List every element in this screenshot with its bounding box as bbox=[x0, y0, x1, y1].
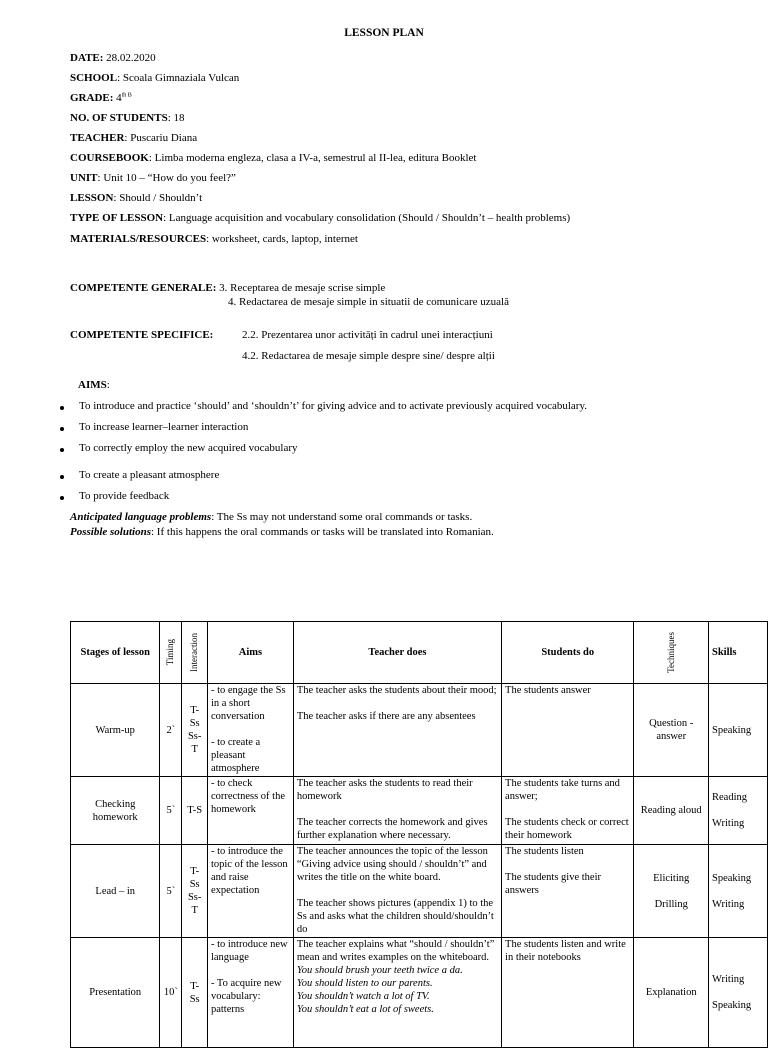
competente-generale-item: 3. Receptarea de mesaje scrise simple bbox=[219, 282, 386, 294]
table-row bbox=[71, 845, 768, 938]
cell-timing-line: 2` bbox=[166, 724, 176, 736]
header-label: MATERIALS/RESOURCES bbox=[70, 233, 207, 245]
cell-stage-line: Lead – in bbox=[95, 885, 136, 897]
header-techniques: Techniques bbox=[634, 622, 709, 684]
cell-teacher-line: The teacher asks the students about their mood; bbox=[296, 685, 497, 696]
teacher-example: You shouldn’t watch a lot of TV. bbox=[296, 991, 430, 1002]
cell-skills-line: Reading bbox=[712, 792, 747, 803]
teacher-example: You should brush your teeth twice a da. bbox=[296, 965, 463, 976]
cell-students-line: The students take turns and answer; bbox=[505, 778, 620, 802]
cell-skills bbox=[709, 684, 768, 777]
cell-skills-line: Speaking bbox=[712, 1000, 752, 1011]
bullet-icon bbox=[60, 427, 64, 431]
header-line bbox=[70, 172, 236, 184]
header-value: : Limba moderna engleza, clasa a IV-a, semestrul al II-lea, editura Booklet bbox=[148, 152, 477, 164]
cell-techniques-line: Explanation bbox=[645, 987, 697, 998]
cell-stage bbox=[71, 938, 160, 1048]
header-line bbox=[70, 52, 156, 64]
cell-timing bbox=[160, 684, 182, 777]
header-students: Students do bbox=[502, 622, 634, 684]
table-row bbox=[71, 777, 768, 845]
bullet-icon bbox=[60, 475, 64, 479]
cell-timing bbox=[160, 845, 182, 938]
cell-skills-line: Writing bbox=[712, 898, 745, 910]
header-line bbox=[70, 233, 358, 245]
cell-techniques-line: Drilling bbox=[654, 898, 688, 910]
cell-students-line: The students listen bbox=[505, 846, 584, 857]
cell-students-line: The students answer bbox=[505, 685, 591, 696]
header-line bbox=[70, 212, 570, 224]
header-line bbox=[70, 92, 132, 104]
cell-skills-line: Speaking bbox=[712, 872, 752, 884]
cell-teacher-line: The teacher shows pictures (appendix 1) to the Ss and asks what the children should/shouldn’t do bbox=[296, 898, 494, 935]
header-value: 28.02.2020 bbox=[103, 52, 156, 64]
header-timing: Timing bbox=[160, 622, 182, 684]
header-value: : Should / Shouldn’t bbox=[113, 192, 203, 204]
teacher-example: You shouldn’t eat a lot of sweets. bbox=[296, 1004, 434, 1015]
cell-techniques-line: Eliciting bbox=[653, 872, 690, 884]
cell-aims bbox=[207, 684, 293, 777]
cell-aims bbox=[207, 845, 293, 938]
cell-teacher bbox=[293, 938, 501, 1048]
cell-timing-line: 10` bbox=[163, 987, 178, 998]
header-value: : 18 bbox=[167, 112, 185, 124]
cell-stage bbox=[71, 684, 160, 777]
cell-students-line: The students give their answers bbox=[505, 872, 601, 896]
header-skills: Skills bbox=[709, 622, 768, 684]
bullet-icon bbox=[60, 496, 64, 500]
cell-teacher bbox=[293, 777, 501, 845]
cell-students bbox=[502, 684, 634, 777]
cell-skills-line: Writing bbox=[712, 974, 745, 985]
page-title: LESSON PLAN bbox=[344, 27, 424, 39]
possible-solutions: Possible solutions: If this happens the oral commands or tasks will be translated into Romanian. bbox=[70, 526, 494, 538]
cell-students bbox=[502, 777, 634, 845]
cell-timing-line: 5` bbox=[166, 805, 176, 816]
aim-text: To increase learner–learner interaction bbox=[79, 421, 249, 433]
aim-text: To correctly employ the new acquired vocabulary bbox=[79, 442, 298, 454]
cell-aims-line: - to create a pleasant atmosphere bbox=[210, 737, 261, 774]
aim-text: To provide feedback bbox=[79, 490, 170, 502]
cell-stage-line: Presentation bbox=[89, 987, 142, 998]
cell-aims-line: - To acquire new vocabulary: patterns bbox=[210, 978, 282, 1015]
cell-techniques bbox=[634, 938, 709, 1048]
aim-text: To introduce and practice ‘should’ and ‘shouldn’t’ for giving advice and to activate previously acquired vocabulary. bbox=[79, 400, 588, 412]
header-label: TYPE OF LESSON bbox=[70, 212, 164, 224]
cell-aims-line: - to introduce new language bbox=[210, 939, 288, 963]
cell-teacher-line: The teacher asks the students to read their homework bbox=[296, 778, 473, 802]
cell-aims-line: - to check correctness of the homework bbox=[210, 778, 286, 815]
cell-techniques-line: Question - answer bbox=[649, 718, 694, 742]
cell-students bbox=[502, 938, 634, 1048]
header-line bbox=[70, 112, 185, 124]
cell-techniques bbox=[634, 777, 709, 845]
cell-interaction-line: T-Ss bbox=[189, 980, 200, 1005]
cell-teacher-line: The teacher explains what “should / shouldn’t” mean and writes examples on the whiteboard. bbox=[296, 939, 495, 963]
cell-timing-line: 5` bbox=[166, 885, 176, 897]
header-line bbox=[70, 152, 477, 164]
header-interaction: Interaction bbox=[182, 622, 208, 684]
header-value: : Puscariu Diana bbox=[124, 132, 198, 144]
cell-interaction bbox=[182, 845, 208, 938]
cell-stage bbox=[71, 845, 160, 938]
lesson-plan-table bbox=[70, 621, 768, 1048]
anticipated-problems: Anticipated language problems: The Ss may not understand some oral commands or tasks. bbox=[70, 511, 473, 523]
cell-aims bbox=[207, 938, 293, 1048]
cell-skills bbox=[709, 845, 768, 938]
cell-interaction-line: Ss-T bbox=[187, 892, 202, 916]
competente-specifice-label: COMPETENTE SPECIFICE: bbox=[70, 329, 214, 341]
cell-aims-line: - to introduce the topic of the lesson and raise expectation bbox=[210, 846, 288, 896]
aim-text: To create a pleasant atmosphere bbox=[79, 469, 220, 481]
table-header-row bbox=[71, 622, 768, 684]
cell-skills bbox=[709, 777, 768, 845]
cell-techniques bbox=[634, 684, 709, 777]
header-value: : worksheet, cards, laptop, internet bbox=[206, 233, 358, 245]
cell-interaction-line: T-Ss bbox=[189, 866, 200, 890]
cell-skills-line: Writing bbox=[712, 818, 745, 829]
header-label: UNIT bbox=[70, 172, 98, 184]
cell-teacher-line: The teacher asks if there are any absentees bbox=[296, 711, 476, 722]
cell-timing bbox=[160, 938, 182, 1048]
cell-techniques bbox=[634, 845, 709, 938]
aims-heading: AIMS: bbox=[78, 379, 110, 391]
cell-teacher bbox=[293, 845, 501, 938]
cell-teacher bbox=[293, 684, 501, 777]
header-value: 4 bbox=[113, 92, 122, 104]
header-line bbox=[70, 132, 197, 144]
header-value: : Scoala Gimnaziala Vulcan bbox=[117, 72, 240, 84]
header-label: LESSON bbox=[70, 192, 114, 204]
cell-interaction bbox=[182, 684, 208, 777]
cell-teacher-line: The teacher announces the topic of the lesson “Giving advice using should / shouldn’t” and writes the title on the white board. bbox=[296, 846, 488, 883]
header-stages: Stages of lesson bbox=[71, 622, 160, 684]
cell-interaction-line: Ss-T bbox=[187, 731, 202, 755]
competente-generale-item: 4. Redactarea de mesaje simple in situatii de comunicare uzuală bbox=[228, 296, 509, 308]
cell-stage bbox=[71, 777, 160, 845]
bullet-icon bbox=[60, 406, 64, 410]
header-superscript: th B bbox=[121, 92, 132, 99]
cell-students-line: The students check or correct their homework bbox=[505, 817, 629, 841]
cell-students-line: The students listen and write in their notebooks bbox=[505, 939, 626, 963]
header-line bbox=[70, 72, 239, 84]
cell-aims bbox=[207, 777, 293, 845]
teacher-example: You should listen to our parents. bbox=[296, 978, 433, 989]
header-label: TEACHER bbox=[70, 132, 125, 144]
cell-stage-line: Checking homework bbox=[92, 798, 138, 823]
cell-interaction bbox=[182, 777, 208, 845]
competente-generale-label: COMPETENTE GENERALE: bbox=[70, 282, 217, 294]
cell-skills-line: Speaking bbox=[712, 724, 752, 736]
header-label: SCHOOL bbox=[70, 72, 118, 84]
competente-specifice-item: 4.2. Redactarea de mesaje simple despre sine/ despre alții bbox=[242, 350, 495, 362]
header-label: NO. OF STUDENTS bbox=[70, 112, 168, 124]
header-label: COURSEBOOK bbox=[70, 152, 149, 164]
competente-specifice-item: 2.2. Prezentarea unor activități în cadrul unei interacțiuni bbox=[242, 329, 493, 341]
header-value: : Unit 10 – “How do you feel?” bbox=[97, 172, 236, 184]
cell-interaction-line: T-S bbox=[187, 805, 203, 816]
cell-timing bbox=[160, 777, 182, 845]
table-row bbox=[71, 938, 768, 1048]
header-aims: Aims bbox=[207, 622, 293, 684]
cell-interaction bbox=[182, 938, 208, 1048]
cell-aims-line: - to engage the Ss in a short conversation bbox=[210, 685, 286, 722]
competente-generale bbox=[70, 282, 385, 294]
header-teacher: Teacher does bbox=[293, 622, 501, 684]
header-value: : Language acquisition and vocabulary consolidation (Should / Shouldn’t – health problems) bbox=[163, 212, 571, 224]
cell-students bbox=[502, 845, 634, 938]
header-label: DATE: bbox=[70, 52, 104, 64]
cell-interaction-line: T-Ss bbox=[189, 705, 200, 729]
header-line bbox=[70, 192, 202, 204]
cell-techniques-line: Reading aloud bbox=[640, 805, 702, 816]
cell-teacher-line: The teacher corrects the homework and gives further explanation where necessary. bbox=[296, 817, 488, 841]
header-label: GRADE: bbox=[70, 92, 114, 104]
bullet-icon bbox=[60, 448, 64, 452]
cell-skills bbox=[709, 938, 768, 1048]
cell-stage-line: Warm-up bbox=[95, 724, 135, 736]
table-row bbox=[71, 684, 768, 777]
